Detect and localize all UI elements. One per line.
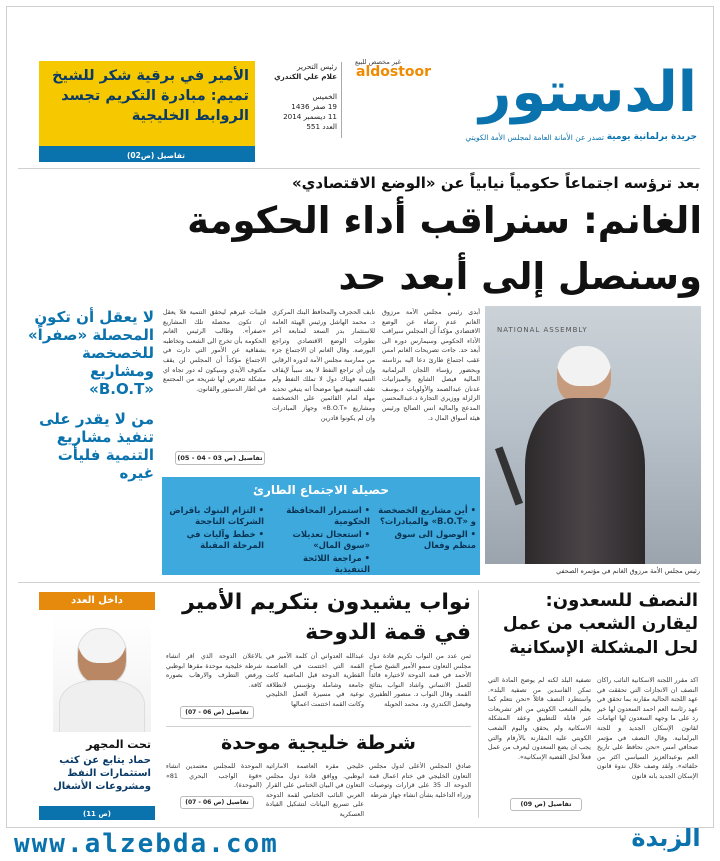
section-divider xyxy=(18,582,700,583)
editor-label: رئيس التحرير xyxy=(296,62,337,71)
photo-figure-body xyxy=(525,398,645,564)
main-pages-label: تفاصيل (ص 03 - 04 - 05) xyxy=(177,454,263,462)
outcome-item: • التزام البنوك باقراض الشركات الناجحة xyxy=(164,505,264,527)
inside-issue-box[interactable] xyxy=(39,592,155,820)
editor-name: علام علي الكندري xyxy=(274,72,337,81)
not-for-sale-label: غير مخصص للبيع xyxy=(355,58,401,66)
main-kicker: بعد ترؤسه اجتماعاً حكومياً نيابياً عن «الوضع الاقتصادي» xyxy=(291,174,700,192)
emir-headline: نواب يشيدون بتكريم الأمير في قمة الدوحة xyxy=(182,590,471,645)
saadoun-col-1: اكد مقرر اللجنة الاسكانية النائب راكان النصف ان الانجازات التي تحققت في عهد اللجنة الحالية مقارنة بما تحقق في عهد رئاسة العم احمد السعدون لها خير رد على ما وجهه السعدون لها اتهامات لقانون الإسكان الجديد و للجنة البرلمانية. وقال النصف في مؤتمر صحافي امس «نحن نحافظ على تاريخ العم بوعبدالعزيز السياسي اكثر من حلفائه». ولقد وصف خلال ندوة قانون الإسكان الجديد بانه قانون xyxy=(597,677,698,780)
photo-figure-head xyxy=(557,346,611,404)
outcome-title: حصيلة الاجتماع الطارئ xyxy=(253,483,389,497)
main-photo[interactable] xyxy=(485,306,701,564)
emir-col-2: عبدالله العدواني أن كلمة الأمير في القمة التي اختتمت في العاصمة القطرية الدوحة قبل الماضية كانت جامعة وشاملة وتؤسس لانطلاقة نوعية في مسيرة العمل الخليجي وكانت القمة اختتمت اعمالها xyxy=(266,653,364,708)
top-teaser-pages-label: تفاصيل (ص02) xyxy=(126,151,185,160)
inside-text: حماد يتابع عن كثب استثمارات النفط ومشروعات الأشغال xyxy=(53,755,151,792)
masthead-divider xyxy=(341,62,342,138)
emir-col-1: ثمن عدد من النواب تكريم قادة دول مجلس التعاون سمو الأمير الشيخ صباح الأحمد في قمة الدوحة لاختياره قائداً للعمل الانساني واشاد النواب بنتائج القمة. وقال النواب د. منصور الظفيري وفيصل الكندري ود. محمد الحويلة xyxy=(369,653,471,708)
quote-2: من لا يقدر على تنفيذ مشاريع التنمية فليأت غيره xyxy=(39,410,154,482)
inside-photo-head xyxy=(77,628,127,684)
issue-gregorian: 11 ديسمبر 2014 xyxy=(283,112,337,121)
police-headline: شرطة خليجية موحدة xyxy=(221,732,416,754)
photo-caption: رئيس مجلس الأمة مرزوق الغانم في مؤتمره الصحفي xyxy=(556,567,700,575)
saadoun-headline-2: ليقارن الشعب من عمل لحل المشكلة الإسكانية xyxy=(502,614,698,658)
right-column-divider xyxy=(478,590,479,818)
inside-pages: (ص 11) xyxy=(82,810,111,818)
saadoun-pages: تفاصيل (ص 09) xyxy=(520,801,572,808)
inside-headline: تحت المجهر xyxy=(86,738,151,751)
logo: الدستور xyxy=(479,60,697,125)
top-teaser-headline: الأمير في برقية شكر للشيخ تميم: مبادرة التكريم تجسد الروابط الخليجية xyxy=(52,68,249,124)
emir-pages: تفاصيل (ص 06 - 07) xyxy=(185,709,249,716)
emir-divider xyxy=(166,726,471,727)
police-pages: تفاصيل (ص 06 - 07) xyxy=(185,799,249,806)
main-headline-2: وسنصل إلى أبعد حد xyxy=(338,255,702,298)
outcome-list-right xyxy=(372,505,476,553)
outcome-item: • الوصول الى سوق منظم وفعال xyxy=(372,529,476,551)
main-col-2: نايف الحجرف والمحافظ البنك المركزي د. محمد الهاشل ورئيس الهيئة العامة للاستثمار بدر السعد لمتابعة آخر تطورات الوضع الاقتصادي وتراجع البورصة. وقال الغانم ان الاجتماع جزء من ممارسة مجلس الأمة لدوره الرقابي وإن أي تراجع النفط لا يعد سبباً لإيقاف التنمية فهناك دول لا تملك النفط ولم تقف التنمية فيها موضحاً انه ينبغي تحديد مهلة امام القائمين على الخصخصة ومشاريع «B.O.T» وجهاز المبادرات وان لم يكونوا قادرين xyxy=(272,309,375,422)
tagline: جريدة برلمانية يومية xyxy=(606,132,697,142)
header-divider xyxy=(18,168,700,169)
inside-label: داخل العدد xyxy=(71,595,123,606)
outcome-item: • استمرار المحافظة الحكومية xyxy=(266,505,370,527)
saadoun-headline-1: النصف للسعدون: xyxy=(545,590,698,611)
footer-brand-logo: الزبدة xyxy=(631,824,701,852)
saadoun-col-2: تصفية البلد لكنه لم يوضح المادة التي تمكن الفاسدين من تصفية البلد». واستطرد النصف قائلاً «نحن نتعلم كما يعلم الشعب الكويتي من اقر تشريعات غير قابلة للتطبيق وعقد المشكلة الاسكانية ولم يحقق، واليوم الشعب الكويتي عليه المقارنة بالأرقام والتي يجب ان يضع السعدون ليعرف من عمل فعلاً لحل القضية الإسكانية». xyxy=(488,677,591,761)
police-col-1: صادق المجلس الأعلى لدول مجلس التعاون الخليجي في ختام اعمال قمة الدوحة الـ 35 على قرارات وتوصيات وزراء الداخلية بشأن انشاء جهاز شرطة xyxy=(369,763,471,799)
police-col-3: الموحدة للمجلس معتمدين انشاء «قوة الواجب البحري 81» (الموحدة). xyxy=(166,763,262,790)
main-headline-1: الغانم: سنراقب أداء الحكومة xyxy=(187,199,702,242)
main-col-3: فليبات غيرهم ليحقق التنمية فلا يعقل ان تكون محصلة تلك المشاريع «صفراً». وطالب الرئيس الغانم الحكومة بأن تخرج الى الشعب وتخاطبه بشفافية عن الأمور التي دارت في الاجتماع مؤكداً أن المجلس لن يقف مكتوف الأيدي وسيكون له دور تجاه اي مشكلة تتعرض لها شريحة من المجتمع في اطار الدستور والقانون. xyxy=(163,309,266,393)
outcome-list-left xyxy=(164,505,264,553)
issue-hijri: 19 صفر 1436 xyxy=(291,102,337,111)
logo-latin: aldostoor xyxy=(356,64,432,80)
photo-wall-text: NATIONAL ASSEMBLY xyxy=(497,326,588,334)
photo-microphone xyxy=(495,446,523,505)
outcome-item: • مراجعة اللائحة التنفيذية xyxy=(266,553,370,575)
police-col-2: خليجي مقره العاصمة الاماراتية ابوظبي. ووافق قادة دول مجلس التعاون في البيان الختامي على القرار العربي النائب الختامي لقمة الدوحة على تسريع البيانات لتشكيل القيادة العسكرية xyxy=(266,763,364,818)
issue-info xyxy=(263,62,337,132)
footer-url[interactable]: www.alzebda.com xyxy=(14,829,279,859)
inside-photo-body xyxy=(59,680,145,732)
outcome-list-mid xyxy=(266,505,370,577)
issue-number: العدد 551 xyxy=(306,122,337,131)
outcome-item: • استعجال تعديلات «سوق المال» xyxy=(266,529,370,551)
main-col-1: أبدى رئيس مجلس الأمة مرزوق الغانم عدم رضاه عن الوضع الاقتصادي مؤكداً أن المجلس سيراقب الأداء الحكومي وسيمارس دوره الى أبعد حد. جاءت تصريحات الغانم امس عقب اجتماع طارئ دعا اليه برئاسته وبحضور رؤساء اللجان البرلمانية المالية فيصل الشايع والميزانيات عدنان عبدالصمد والأولويات د.يوسف الزلزلة ووزيري التجارة د.عبدالمحسن المدعج والمالية انس الصالح ورئيس هيئة أسواق المال د. xyxy=(382,309,480,422)
quote-1: لا يعقل أن تكون المحصلة «صفراً» للخصخصة ومشاريع «B.O.T» xyxy=(27,308,154,398)
issue-day: الخميس xyxy=(312,92,337,101)
outcome-item: • خطط وآليات في المرحلة المقبلة xyxy=(164,529,264,551)
top-teaser-box[interactable] xyxy=(39,61,255,162)
emir-col-3: بالاعلان الدوحة الذي اقر انشاء شرطة خليجية موحدة مقرها ابوظبي ورفض التطرف والارهاب بصوره كافة. xyxy=(166,653,262,689)
inside-photo xyxy=(53,614,151,732)
outcome-item: • أين مشاريع الخصخصة و «B.O.T» والمبادرات؟ xyxy=(372,505,476,527)
masthead xyxy=(263,58,709,150)
publisher-line: تصدر عن الأمانة العامة لمجلس الأمة الكويتي xyxy=(465,133,604,142)
